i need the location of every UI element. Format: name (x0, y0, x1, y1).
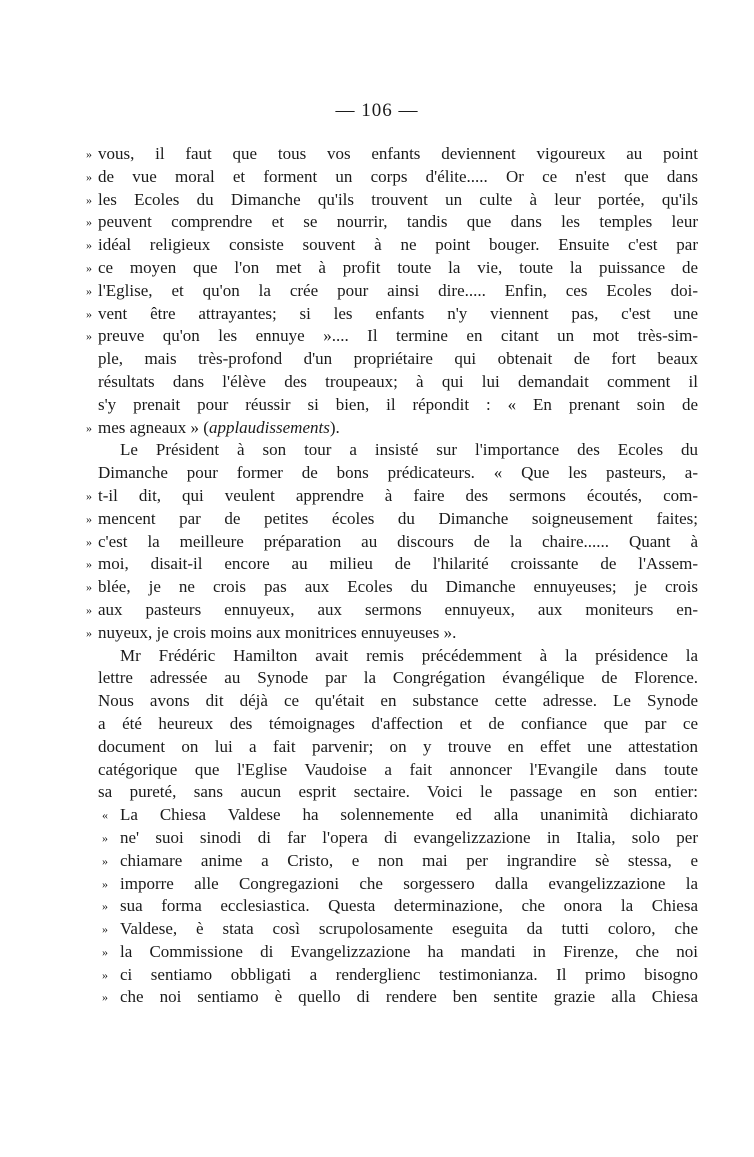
quote-mark: » (86, 602, 92, 617)
text-line (98, 348, 698, 371)
quote-mark: » (86, 329, 92, 344)
line-text: c'est la meilleure préparation au discours de la chaire...... Quant à (98, 531, 698, 551)
line-text: ci sentiamo obbligati a renderglienc testimonianza. Il primo bisogno (120, 964, 698, 984)
quote-mark: » (86, 580, 92, 595)
line-text: La Chiesa Valdese ha solennemente ed alla unanimità dichiarato (120, 805, 698, 825)
line-text: a été heureux des témoignages d'affection et de confiance que par ce (98, 713, 698, 733)
body-text (86, 143, 698, 1009)
quote-mark: » (102, 990, 108, 1005)
text-line (98, 439, 698, 462)
quote-mark: » (86, 625, 92, 640)
line-text: preuve qu'on les ennuye ».... Il termine en citant un mot très-sim- (98, 326, 698, 346)
text-line (86, 280, 698, 303)
text-line (86, 166, 698, 189)
text-line (98, 462, 698, 485)
line-text: document on lui a fait parvenir; on y trouve en effet une attestation (98, 736, 698, 756)
text-line (86, 257, 698, 280)
page-number: — 106 — (335, 100, 419, 121)
line-text: chiamare anime a Cristo, e non mai per ingrandire sè stessa, e (120, 850, 698, 870)
text-line (86, 211, 698, 234)
quote-mark: » (102, 853, 108, 868)
text-line (86, 325, 698, 348)
quote-mark: » (102, 876, 108, 891)
line-text: ce moyen que l'on met à profit toute la vie, toute la puissance de (98, 257, 698, 277)
line-text: l'Eglise, et qu'on la crée pour ainsi dire..... Enfin, ces Ecoles doi- (98, 280, 698, 300)
line-text-after: ). (329, 417, 340, 437)
text-line (98, 713, 698, 736)
text-line (86, 599, 698, 622)
text-line (98, 918, 698, 941)
quote-mark: » (86, 488, 92, 503)
line-text: imporre alle Congregazioni che sorgessero dalla evangelizzazione la (120, 873, 698, 893)
text-line (98, 759, 698, 782)
line-text: idéal religieux consiste souvent à ne point bouger. Ensuite c'est par (98, 235, 698, 255)
text-line (98, 827, 698, 850)
text-line (86, 576, 698, 599)
text-line (86, 189, 698, 212)
line-text: de vue moral et forment un corps d'élite..... Or ce n'est que dans (98, 166, 698, 186)
quote-mark: » (102, 899, 108, 914)
text-line (98, 895, 698, 918)
text-line (86, 485, 698, 508)
text-line (86, 553, 698, 576)
quote-mark: « (102, 808, 108, 823)
line-text: Mr Frédéric Hamilton avait remis précédemment à la présidence la (120, 645, 698, 665)
text-line (98, 690, 698, 713)
line-text: vous, il faut que tous vos enfants deviennent vigoureux au point (98, 144, 698, 163)
line-text: peuvent comprendre et se nourrir, tandis que dans les temples leur (98, 212, 698, 232)
line-text: la Commissione di Evangelizzazione ha mandati in Firenze, che noi (120, 941, 698, 961)
line-text: che noi sentiamo è quello di rendere ben sentite grazie alla Chiesa (120, 987, 698, 1007)
text-line (98, 371, 698, 394)
quote-mark: » (86, 238, 92, 253)
text-line (86, 508, 698, 531)
line-text: aux pasteurs ennuyeux, aux sermons ennuyeux, aux moniteurs en- (98, 599, 698, 619)
text-line (98, 645, 698, 668)
line-text: Le Président à son tour a insisté sur l'importance des Ecoles du (120, 440, 698, 460)
line-text: ple, mais très-profond d'un propriétaire qui obtenait de fort beaux (98, 349, 698, 369)
text-line (86, 417, 698, 440)
quote-mark: » (86, 260, 92, 275)
line-text: vent être attrayantes; si les enfants n'y viennent pas, c'est une (98, 303, 698, 323)
text-line (98, 941, 698, 964)
quote-mark: » (102, 944, 108, 959)
text-line (86, 143, 698, 166)
text-line (98, 736, 698, 759)
text-line (86, 622, 698, 645)
text-line (98, 667, 698, 690)
text-line (98, 850, 698, 873)
line-text: mes agneaux » ( (98, 417, 209, 437)
quote-mark: » (86, 420, 92, 435)
text-line (86, 234, 698, 257)
text-line (86, 303, 698, 326)
line-text: nuyeux, je crois moins aux monitrices ennuyeuses ». (98, 622, 457, 642)
quote-mark: » (86, 557, 92, 572)
line-text: sua forma ecclesiastica. Questa determinazione, che onora la Chiesa (120, 896, 698, 916)
line-text: les Ecoles du Dimanche qu'ils trouvent un culte à leur portée, qu'ils (98, 189, 698, 209)
line-text: blée, je ne crois pas aux Ecoles du Dimanche ennuyeuses; je crois (98, 577, 698, 597)
italic-text: applaudissements (208, 417, 330, 437)
line-text: Valdese, è stata così scrupolosamente eseguita da tutti coloro, che (120, 919, 698, 939)
quote-mark: » (86, 215, 92, 230)
quote-mark: » (102, 922, 108, 937)
quote-mark: » (86, 192, 92, 207)
quote-mark: » (86, 306, 92, 321)
line-text: t-il dit, qui veulent apprendre à faire des sermons écoutés, com- (98, 485, 698, 505)
text-line (86, 531, 698, 554)
quote-mark: » (102, 967, 108, 982)
text-line (98, 804, 698, 827)
text-line (98, 986, 698, 1009)
line-text: ne' suoi sinodi di far l'opera di evangelizzazione in Italia, solo per (120, 827, 698, 847)
text-line (98, 781, 698, 804)
line-text: sa pureté, sans aucun esprit sectaire. Voici le passage en son entier: (98, 782, 698, 802)
line-text: résultats dans l'élève des troupeaux; à qui lui demandait comment il (98, 371, 698, 391)
text-line (98, 394, 698, 417)
quote-mark: » (86, 511, 92, 526)
quote-mark: » (86, 534, 92, 549)
line-text: Dimanche pour former de bons prédicateurs. « Que les pasteurs, a- (98, 463, 698, 483)
line-text: catégorique que l'Eglise Vaudoise a fait annoncer l'Evangile dans toute (98, 759, 698, 779)
text-line (98, 873, 698, 896)
line-text: Nous avons dit déjà ce qu'était en substance cette adresse. Le Synode (98, 691, 698, 711)
line-text: s'y prenait pour réussir si bien, il répondit : « En prenant soin de (98, 394, 698, 414)
quote-mark: » (102, 830, 108, 845)
quote-mark: » (86, 283, 92, 298)
text-line (98, 964, 698, 987)
line-text: mencent par de petites écoles du Dimanche soigneusement faites; (98, 508, 698, 528)
quote-mark: » (86, 147, 92, 161)
line-text: lettre adressée au Synode par la Congrégation évangélique de Florence. (98, 668, 698, 688)
line-text: moi, disait-il encore au milieu de l'hilarité croissante de l'Assem- (98, 554, 698, 574)
quote-mark: » (86, 169, 92, 184)
